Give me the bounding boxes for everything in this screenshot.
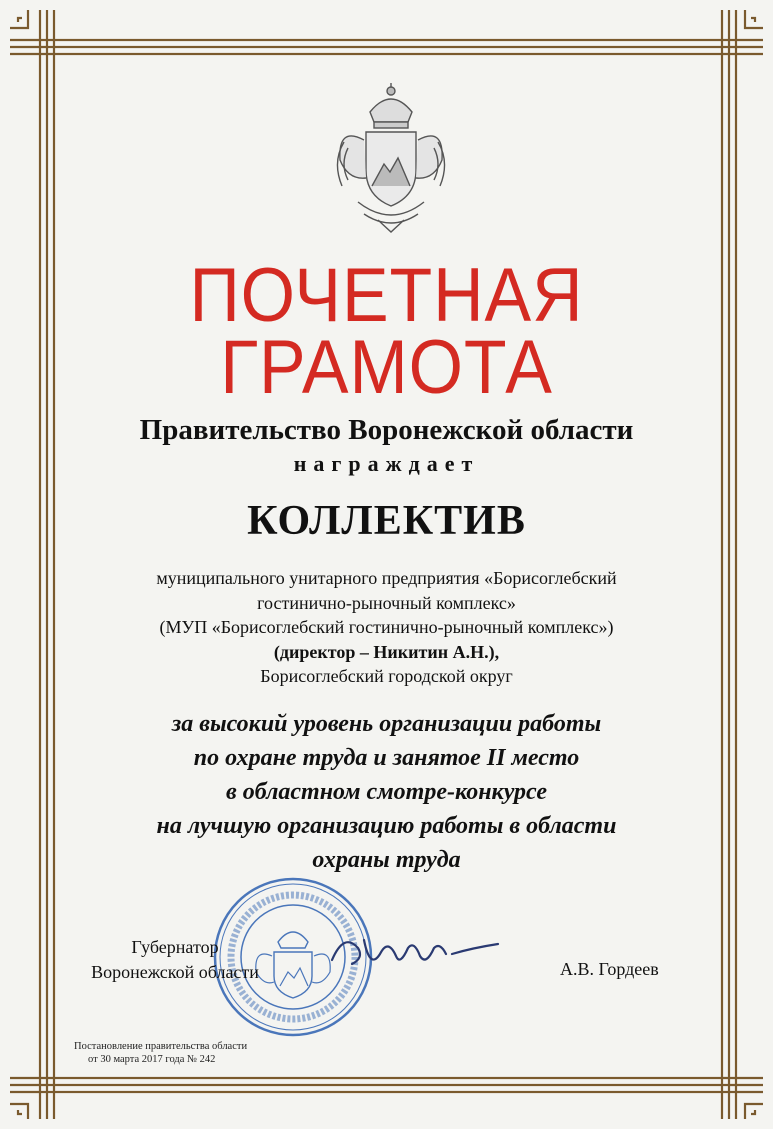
district-line: Борисоглебский городской округ <box>260 666 513 686</box>
award-reason <box>0 707 773 877</box>
recipient-heading: КОЛЛЕКТИВ <box>247 498 526 544</box>
reason-line: по охране труда и занятое II место <box>193 745 580 771</box>
organization-line: (МУП «Борисоглебский гостинично-рыночный комплекс») <box>159 617 614 637</box>
position-line: Губернатор <box>131 937 219 957</box>
awards-text: награждает <box>293 451 480 476</box>
reason-line: в областном смотре-конкурсе <box>225 779 548 805</box>
decree-line: от 30 марта 2017 года № 242 <box>88 1054 216 1065</box>
decree-note <box>74 1040 247 1066</box>
decree-line: Постановление правительства области <box>74 1041 248 1052</box>
position-line: Воронежской области <box>91 962 259 982</box>
reason-line: на лучшую организацию работы в области <box>156 813 617 839</box>
signature-mark <box>322 918 522 988</box>
reason-line: охраны труда <box>312 847 461 873</box>
director-line: (директор – Никитин А.Н.), <box>273 641 500 662</box>
signatory-name: А.В. Гордеев <box>560 959 659 979</box>
certificate-title-line1: ПОЧЕТНАЯ <box>189 253 584 338</box>
organization-line: гостинично-рыночный комплекс» <box>257 592 516 613</box>
certificate-title-line2: ГРАМОТА <box>220 325 553 410</box>
organization-line: муниципального унитарного предприятия «Борисоглебский <box>156 568 617 588</box>
organization-block <box>0 566 773 689</box>
reason-line: за высокий уровень организации работы <box>171 711 602 737</box>
coat-of-arms-icon <box>318 82 464 234</box>
issuer-text: Правительство Воронежской области <box>139 414 634 446</box>
signatory-position <box>60 935 290 985</box>
